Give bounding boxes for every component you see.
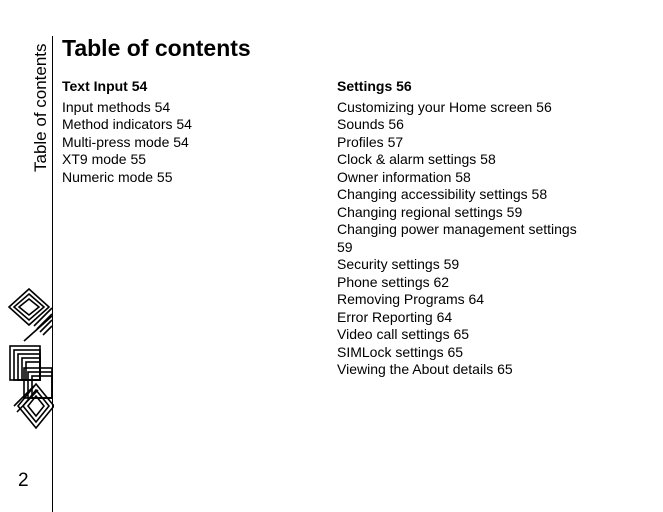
- toc-entry[interactable]: Video call settings 65: [337, 326, 470, 342]
- toc-entry[interactable]: Viewing the About details 65: [337, 361, 513, 377]
- section-heading[interactable]: Settings 56: [337, 78, 412, 94]
- toc-entry[interactable]: Changing power management settings: [337, 221, 577, 237]
- toc-entry[interactable]: Removing Programs 64: [337, 291, 485, 307]
- toc-column-text-input: [62, 78, 322, 186]
- vertical-divider: [52, 36, 53, 512]
- toc-entry[interactable]: 59: [337, 238, 353, 255]
- toc-entry[interactable]: Phone settings 62: [337, 273, 450, 290]
- toc-entry[interactable]: Multi-press mode 54: [62, 133, 189, 150]
- toc-entry[interactable]: Input methods 54: [62, 98, 171, 115]
- entry-list: [62, 99, 322, 187]
- stacked-diamonds-icon: [4, 286, 54, 436]
- side-label: Table of contents: [31, 43, 50, 172]
- page-number: 2: [18, 470, 29, 491]
- entry-list: [337, 99, 597, 379]
- toc-entry[interactable]: Clock & alarm settings 58: [337, 151, 496, 167]
- toc-entry[interactable]: SIMLock settings 65: [337, 343, 464, 360]
- page-title: Table of contents: [62, 35, 251, 61]
- toc-entry[interactable]: Customizing your Home screen 56: [337, 98, 552, 115]
- toc-entry[interactable]: Numeric mode 55: [62, 168, 173, 185]
- toc-column-settings: [337, 78, 597, 379]
- toc-entry[interactable]: Owner information 58: [337, 168, 471, 185]
- toc-entry[interactable]: Profiles 57: [337, 133, 404, 150]
- toc-entry[interactable]: Method indicators 54: [62, 116, 192, 132]
- toc-entry[interactable]: Changing regional settings 59: [337, 203, 523, 220]
- toc-entry[interactable]: Security settings 59: [337, 256, 460, 272]
- section-heading[interactable]: Text Input 54: [62, 78, 148, 94]
- toc-entry[interactable]: Error Reporting 64: [337, 308, 453, 325]
- toc-entry[interactable]: Sounds 56: [337, 116, 404, 132]
- toc-entry[interactable]: XT9 mode 55: [62, 151, 147, 167]
- toc-entry[interactable]: Changing accessibility settings 58: [337, 186, 548, 202]
